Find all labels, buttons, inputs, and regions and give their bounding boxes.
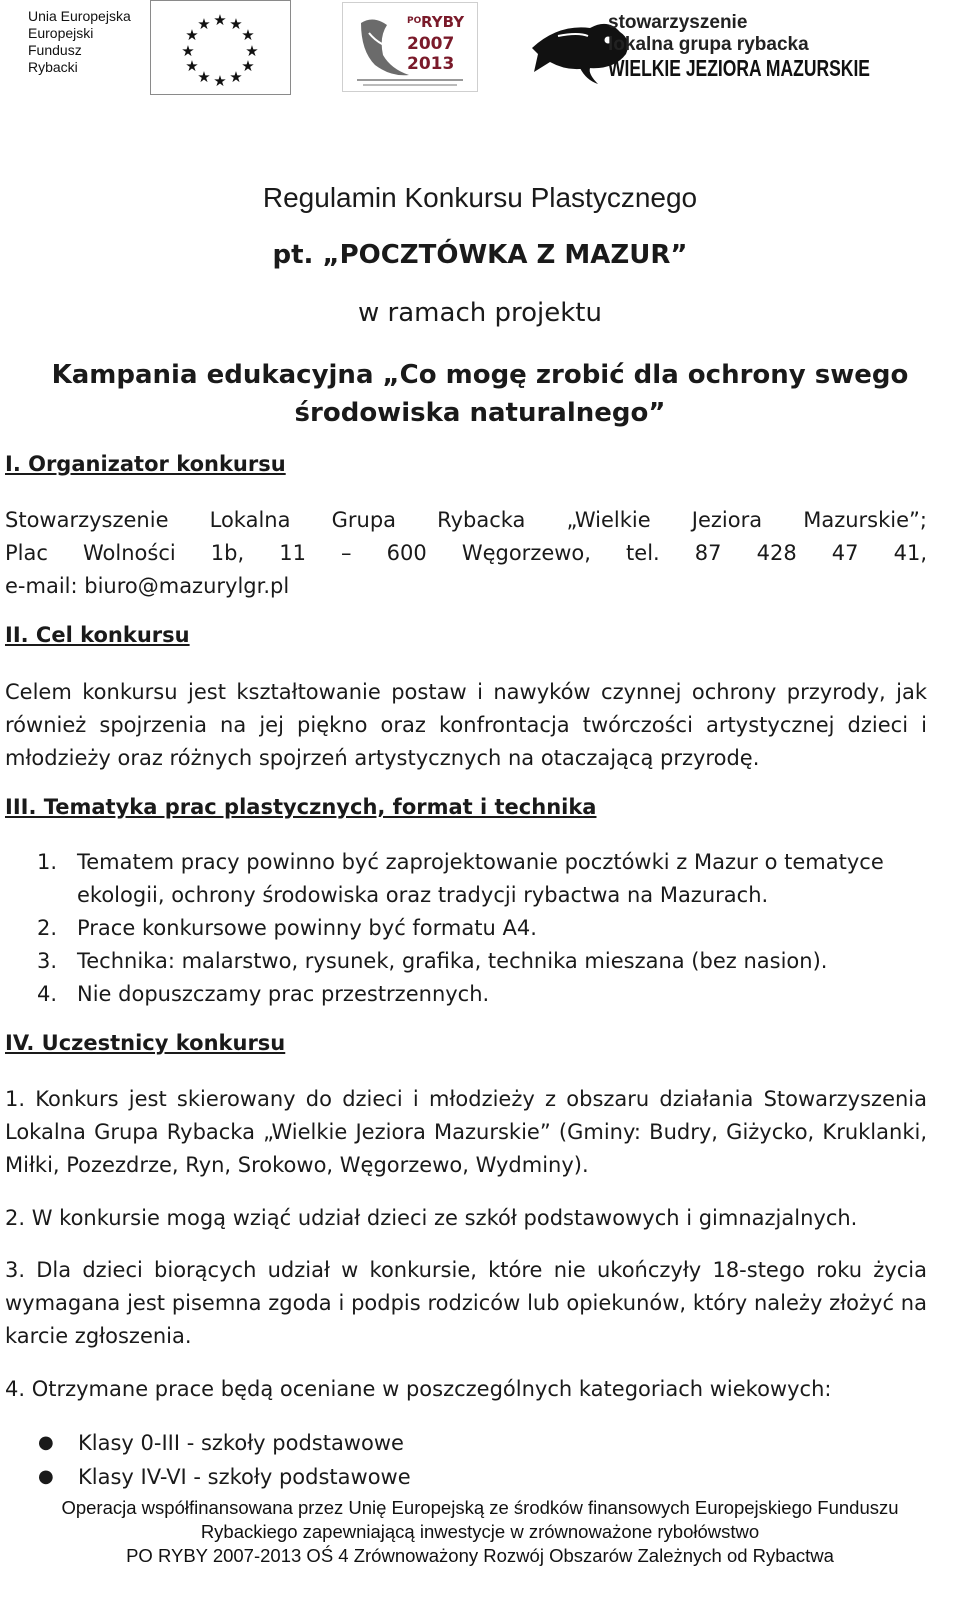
organizer-address-line: Plac Wolności 1b, 11 – 600 Węgorzewo, tel. 87 428 47 41, — [5, 541, 927, 565]
campaign-title-line: Kampania edukacyjna „Co mogę zrobić dla ochrony swego — [51, 360, 909, 390]
participants-paragraph-2: 2. W konkursie mogą wziąć udział dzieci ze szkół podstawowych i gimnazjalnych. — [5, 1206, 858, 1230]
po-ryby-logo-year: 2007 — [407, 34, 455, 54]
organizer-details — [5, 504, 927, 603]
list-number: 1. — [37, 850, 58, 874]
svg-text:★: ★ — [181, 42, 195, 60]
list-item — [38, 1460, 638, 1494]
section-heading-organizer: I. Organizator konkursu — [5, 452, 286, 476]
organizer-email-line: e-mail: biuro@mazurylgr.pl — [5, 574, 290, 598]
bullet-icon: ● — [38, 1466, 54, 1487]
list-text: Technika: malarstwo, rysunek, grafika, technika mieszana (bez nasion). — [77, 949, 828, 973]
eu-stars-icon — [151, 1, 290, 94]
document-title: Regulamin Konkursu Plastycznego — [262, 182, 698, 213]
eu-fund-label — [28, 8, 146, 76]
eu-label-line: Unia Europejska — [28, 8, 131, 24]
fish-logo-icon — [528, 6, 873, 86]
list-text: Klasy IV-VI - szkoły podstawowe — [78, 1465, 411, 1489]
campaign-title — [0, 356, 960, 432]
svg-text:★: ★ — [213, 72, 227, 90]
eu-label-line: Rybacki — [28, 59, 78, 75]
svg-text:★: ★ — [197, 15, 211, 33]
theme-list — [37, 846, 927, 1011]
list-number: 3. — [37, 949, 58, 973]
lgr-logo — [528, 6, 873, 86]
po-ryby-logo-text: RYBY — [421, 13, 465, 31]
participants-paragraph-4: 4. Otrzymane prace będą oceniane w poszczególnych kategoriach wiekowych: — [5, 1377, 832, 1401]
list-number: 4. — [37, 982, 58, 1006]
list-item — [38, 1426, 638, 1460]
eu-label-line: Europejski — [28, 25, 94, 41]
po-ryby-logo-text: PO — [407, 16, 422, 26]
participants-paragraph-3: 3. Dla dzieci biorących udział w konkursie, które nie ukończyły 18-stego roku życia wymagana jest pisemna zgoda i podpis rodziców lub opiekunów, który należy złożyć na karcie zgłoszenia. — [5, 1258, 927, 1348]
po-ryby-logo — [342, 2, 478, 92]
list-text: Nie dopuszczamy prac przestrzennych. — [77, 982, 490, 1006]
svg-text:★: ★ — [245, 42, 259, 60]
project-intro: w ramach projektu — [358, 298, 602, 328]
list-item — [37, 846, 927, 912]
contest-name: pt. „POCZTÓWKA Z MAZUR” — [272, 240, 688, 270]
po-ryby-emblem-icon — [343, 3, 477, 91]
list-item — [37, 945, 927, 978]
list-text: Prace konkursowe powinny być formatu A4. — [77, 916, 537, 940]
goal-paragraph: Celem konkursu jest kształtowanie postaw i nawyków czynnej ochrony przyrody, jak również spojrzenia na jej piękno oraz konfrontacja twórczości artystycznej dzieci i młodzieży oraz różnych spojrzeń artystycznych na otaczającą przyrodę. — [5, 680, 927, 770]
organizer-name-line: Stowarzyszenie Lokalna Grupa Rybacka „Wielkie Jeziora Mazurskie”; — [5, 508, 927, 532]
eu-label-line: Fundusz — [28, 42, 82, 58]
svg-text:★: ★ — [185, 57, 199, 75]
bullet-icon: ● — [38, 1432, 54, 1453]
lgr-logo-text: stowarzyszenie — [608, 12, 748, 33]
svg-text:★: ★ — [213, 11, 227, 29]
list-item — [37, 912, 927, 945]
eu-flag-logo — [150, 0, 291, 95]
list-number: 2. — [37, 916, 58, 940]
section-heading-goal: II. Cel konkursu — [5, 623, 190, 647]
section-heading-participants: IV. Uczestnicy konkursu — [5, 1031, 286, 1055]
lgr-logo-text: WIELKIE JEZIORA MAZURSKIE — [608, 55, 870, 81]
po-ryby-logo-year: 2013 — [407, 54, 455, 74]
svg-text:★: ★ — [229, 68, 243, 86]
participants-paragraph-1: 1. Konkurs jest skierowany do dzieci i młodzieży z obszaru działania Stowarzyszenia Lokalna Grupa Rybacka „Wielkie Jeziora Mazurskie” (Gminy: Budry, Giżycko, Kruklanki, Miłki, Pozezdrze, Ryn, Srokowo, Węgorzewo, Wydminy). — [5, 1087, 927, 1177]
svg-text:★: ★ — [241, 57, 255, 75]
campaign-title-line: środowiska naturalnego” — [294, 398, 666, 428]
svg-text:★: ★ — [241, 26, 255, 44]
svg-text:★: ★ — [229, 15, 243, 33]
footer-line: Rybackiego zapewniającą inwestycje w zrównoważone rybołówstwo — [200, 1521, 760, 1542]
footer-line: Operacja współfinansowana przez Unię Europejską ze środków finansowych Europejskiego Funduszu — [61, 1497, 899, 1518]
list-text: Tematem pracy powinno być zaprojektowanie pocztówki z Mazur o tematyce ekologii, ochrony środowiska oraz tradycji rybactwa na Mazurach. — [77, 850, 884, 907]
list-item — [37, 978, 927, 1011]
footer-line: PO RYBY 2007-2013 OŚ 4 Zrównoważony Rozwój Obszarów Zależnych od Rybactwa — [126, 1545, 834, 1566]
section-heading-theme: III. Tematyka prac plastycznych, format i technika — [5, 795, 597, 819]
svg-text:★: ★ — [197, 68, 211, 86]
page-footer — [0, 1496, 960, 1568]
lgr-logo-text: lokalna grupa rybacka — [608, 34, 809, 55]
age-category-list — [38, 1426, 638, 1494]
svg-text:★: ★ — [185, 26, 199, 44]
list-text: Klasy 0-III - szkoły podstawowe — [78, 1431, 404, 1455]
